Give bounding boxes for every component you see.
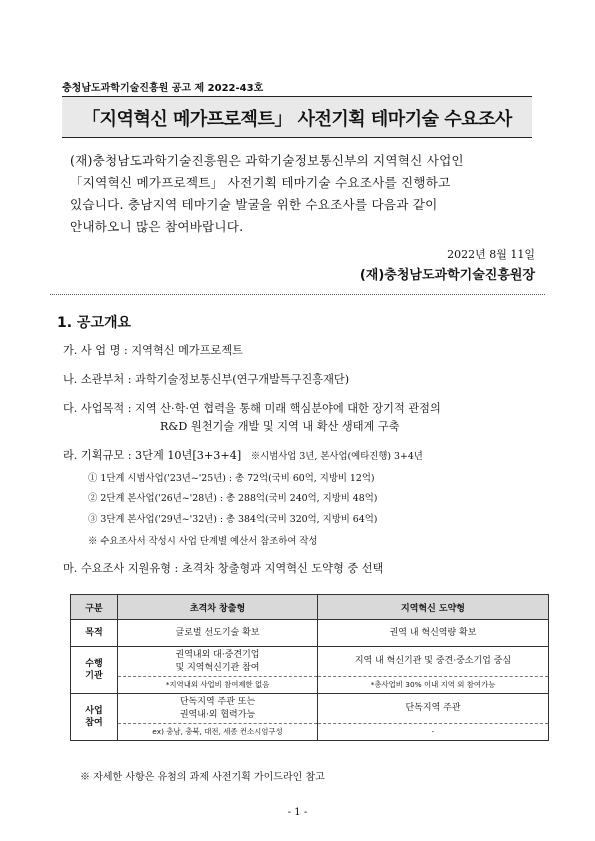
agency-ultra-gap-line-1: 권역내외 대·중견기업 — [175, 650, 260, 661]
page-number: - 1 - — [287, 807, 308, 818]
participation-ultra-gap-example: ex) 충남, 충북, 대전, 세종 컨소시엄구성 — [118, 724, 318, 741]
section-divider — [50, 294, 545, 295]
table-row-agency-note — [71, 677, 549, 694]
intro-line-1: (재)충청남도과학기술진흥원은 과학기술정보통신부의 지역혁신 사업인 — [70, 153, 464, 168]
agency-ultra-gap — [118, 647, 318, 677]
intro-line-4: 안내하오니 많은 참여바랍니다. — [70, 219, 244, 234]
intro-line-2: 「지역혁신 메가프로젝트」 사전기획 테마기술 수요조사를 진행하고 — [70, 175, 451, 190]
row-label-purpose: 목적 — [71, 620, 118, 647]
agency-regional-leap-note: *총사업비 30% 이내 지역 외 참여가능 — [318, 677, 549, 694]
scale-text: 라. 기획규모 : 3단계 10년[3+3+4] — [63, 449, 242, 462]
notice-number: 충청남도과학기술진흥원 공고 제 2022-43호 — [62, 83, 264, 94]
participation-ultra-gap-line-1: 단독지역 주관 또는 — [179, 697, 256, 708]
row-label-agency-line-2: 기관 — [85, 671, 103, 681]
participation-ultra-gap-line-2: 권역내·외 협력가능 — [179, 709, 256, 720]
agency-regional-leap: 지역 내 혁신기관 및 중견·중소기업 중심 — [318, 647, 549, 677]
agency-ultra-gap-note: *지역내외 사업비 참여제한 없음 — [118, 677, 318, 694]
organization-name: (재)충청남도과학기술진흥원장 — [359, 268, 535, 283]
table-row-agency — [71, 647, 549, 677]
phase-3: ③ 3단계 본사업('29년~'32년) : 총 384억(국비 320억, 지방비 64억) — [88, 514, 378, 525]
item-purpose-continued: R&D 원천기술 개발 및 지역 내 확산 생태계 구축 — [160, 420, 400, 433]
title-box — [62, 96, 532, 138]
row-label-agency-line-1: 수행 — [85, 658, 103, 669]
footnote: ※ 자세한 사항은 유첨의 과제 사전기획 가이드라인 참고 — [80, 772, 325, 783]
row-label-agency — [71, 647, 118, 694]
item-ministry: 나. 소관부처 : 과학기술정보통신부(연구개발특구진흥재단) — [63, 373, 350, 386]
item-purpose: 다. 사업목적 : 지역 산·학·연 협력을 통해 미래 핵심분야에 대한 장기적 관점의 — [63, 402, 441, 415]
phase-note: ※ 수요조사서 작성시 사업 단계별 예산서 참조하여 작성 — [88, 536, 318, 547]
participation-regional-leap: 단독지역 주관 — [318, 694, 549, 724]
row-label-participation — [71, 694, 118, 741]
item-scale — [63, 447, 423, 463]
phase-1: ① 1단계 시범사업('23년~'25년) : 총 72억(국비 60억, 지방비 12억) — [88, 473, 375, 484]
purpose-regional-leap: 권역 내 혁신역량 확보 — [318, 620, 549, 647]
section-heading: 1. 공고개요 — [57, 315, 132, 331]
intro-line-3: 있습니다. 충남지역 테마기술 발굴을 위한 수요조사를 다음과 같이 — [70, 197, 438, 212]
scale-note: ※시범사업 3년, 본사업(예타진행) 3+4년 — [250, 451, 423, 462]
table-header-row — [71, 595, 549, 620]
participation-regional-leap-example: - — [318, 724, 549, 741]
purpose-ultra-gap: 글로벌 선도기술 확보 — [118, 620, 318, 647]
header-category: 구분 — [71, 595, 118, 620]
agency-ultra-gap-line-2: 및 지역혁신기관 참여 — [175, 662, 260, 673]
phase-2: ② 2단계 본사업('26년~'28년) : 총 288억(국비 240억, 지방비 48억) — [88, 493, 378, 504]
table-row-purpose — [71, 620, 549, 647]
header-ultra-gap: 초격차 창출형 — [118, 595, 318, 620]
table-row-participation — [71, 694, 549, 724]
item-support-type: 마. 수요조사 지원유형 : 초격차 창출형과 지역혁신 도약형 중 선택 — [63, 562, 384, 575]
table-row-participation-example — [71, 724, 549, 741]
notice-date: 2022년 8월 11일 — [447, 248, 535, 261]
support-type-table — [70, 594, 549, 741]
row-label-participation-line-1: 사업 — [85, 705, 103, 716]
participation-ultra-gap — [118, 694, 318, 724]
header-regional-leap: 지역혁신 도약형 — [318, 595, 549, 620]
document-title: 「지역혁신 메가프로젝트」 사전기획 테마기술 수요조사 — [82, 109, 512, 130]
row-label-participation-line-2: 참여 — [85, 718, 103, 728]
item-business-name: 가. 사 업 명 : 지역혁신 메가프로젝트 — [63, 344, 243, 357]
